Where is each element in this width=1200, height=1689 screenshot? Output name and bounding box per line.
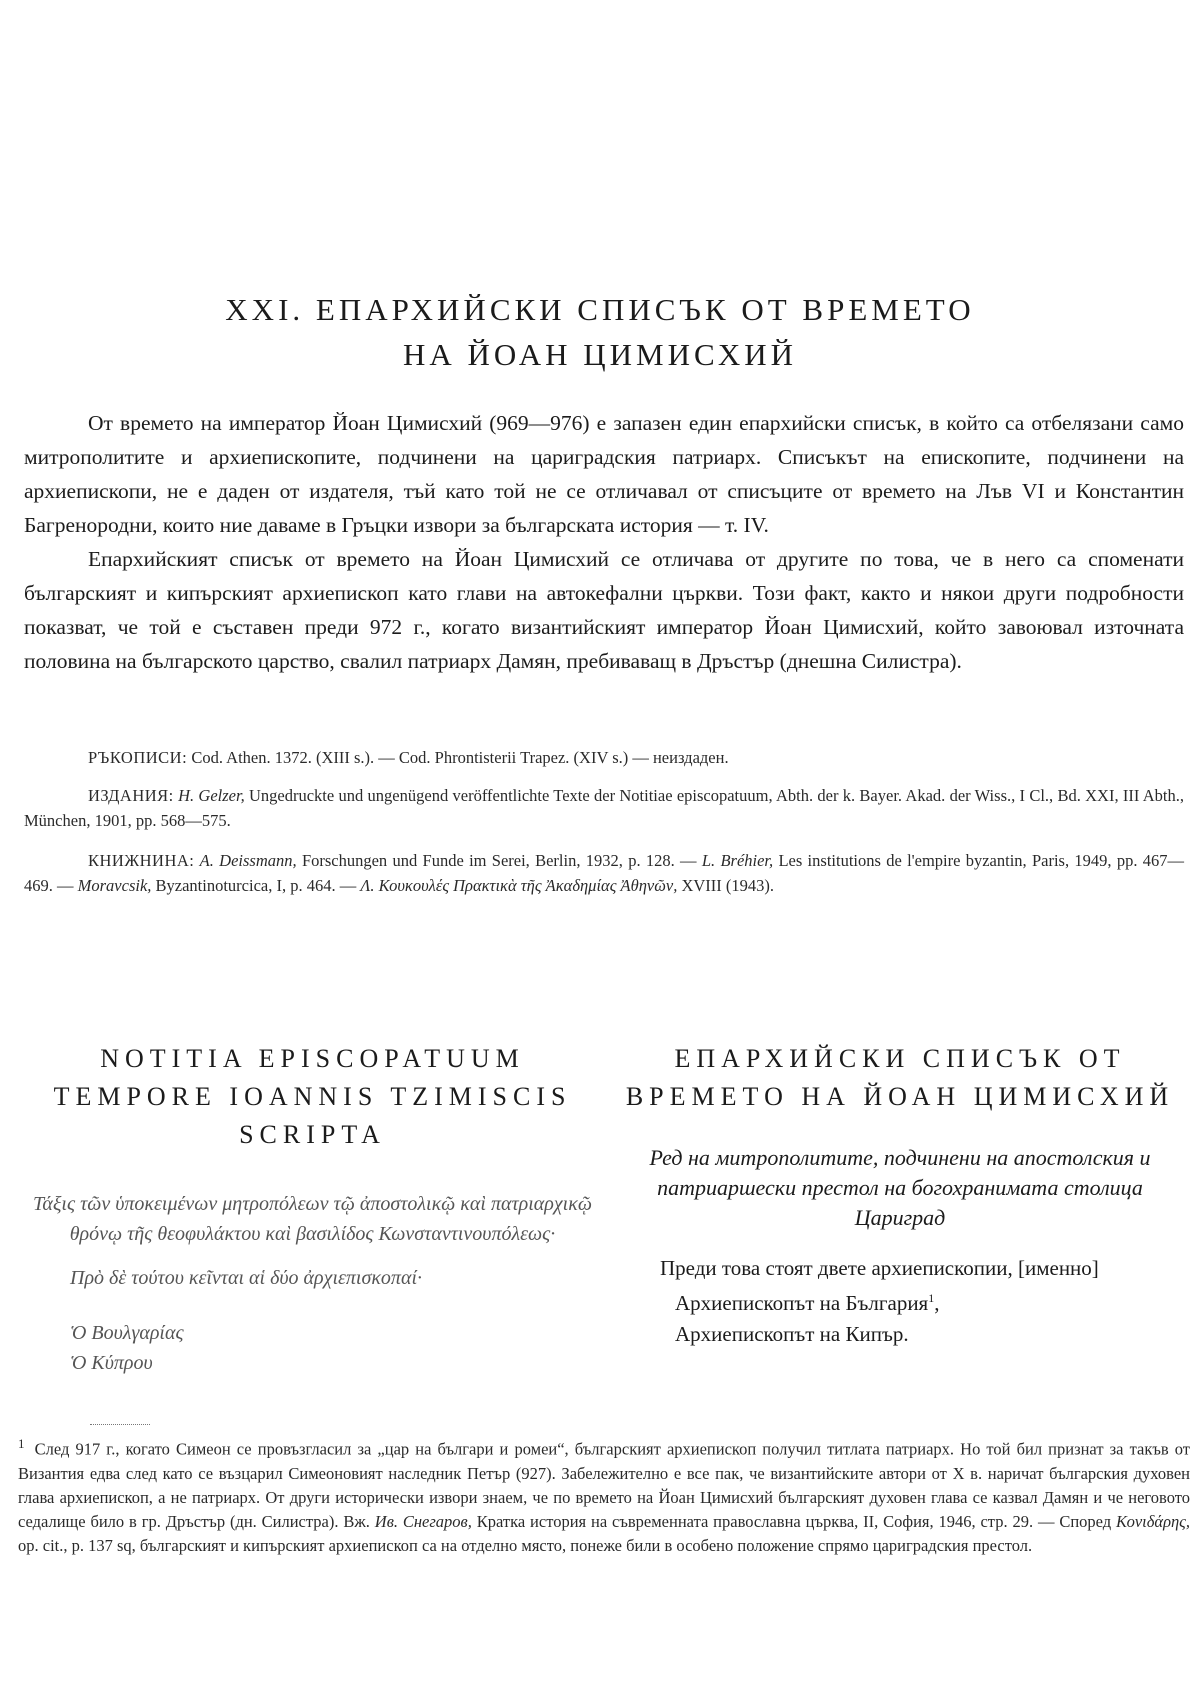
footnote-text-2: Кратка история на съвременната православна църква, II, София, 1946, стр. 29. — Според <box>476 1511 1112 1531</box>
chapter-title-line-1: XXI. ЕПАРХИЙСКИ СПИСЪК ОТ ВРЕМЕТО <box>225 292 975 327</box>
editions-text: Ungedruckte und ungenügend veröffentlichte Texte der Notitiae episcopatuum, Abth. der k. Bayer. Akad. der Wiss., I Cl., Bd. XXI, III Abth., München, 1901, pp. 568—575. <box>24 786 1184 830</box>
intro-paragraph-1: От времето на император Йоан Цимисхий (969—976) е запазен един епархийски списък, в който са отбелязани само митрополитите и архиепископите, подчинени на цариградския патриарх. Списъкът на епископите, подчинени на архиепископи, не е даден от издателя, тъй като той не се отличавал от списъците от времето на Лъв VI и Константин Багренородни, които ние даваме в Гръцки извори за българската история — т. IV. <box>24 411 1184 537</box>
greek-list <box>30 1318 595 1378</box>
footnote-separator <box>90 1424 150 1425</box>
footnote-author-2: Κονιδάρης, <box>1116 1511 1190 1531</box>
literature-text-1: Forschungen und Funde im Serei, Berlin, 1932, p. 128. — <box>301 851 697 870</box>
bulgarian-list-item: Архиепископът на Кипър. <box>675 1322 909 1346</box>
manuscripts-text: Cod. Athen. 1372. (XIII s.). — Cod. Phrontisterii Trapez. (XIV s.) — неиздаден. <box>191 748 729 767</box>
literature-author-1: A. Deissmann, <box>199 851 297 870</box>
footnote-text-1: След 917 г., когато Симеон се провъзгласил за „цар на българи и ромеи“, българският архиепископ получил титлата патриарх. Но той бил признат за такъв от Византия едва след като се възцарил Симеоновият наследник Петър (927). Забележително е все пак, че византийските автори от X в. наричат българския духовен глава архиепископ, а не патриарх. От други исторически извори знаем, че по времето на Йоан Цимисхий българският духовен глава се казвал Дамян и че неговото седалище било в гр. Дръстър (дн. Силистра). Вж. <box>18 1439 1191 1531</box>
greek-intro-line: Πρὸ δὲ τούτου κεῖνται αἱ δύο ἀρχιεπισκοπαί· <box>70 1267 423 1289</box>
footnote-number: 1 <box>18 1436 25 1451</box>
bibliography-manuscripts <box>24 745 1184 770</box>
introduction <box>24 406 1184 678</box>
latin-column-title: NOTITIA EPISCOPATUUM TEMPORE IOANNIS TZIMISCIS SCRIPTA <box>53 1044 572 1149</box>
footnote-text-3: op. cit., p. 137 sq, българският и кипърският архиепископ са на отделно място, понеже били в особено положение спрямо цариградския престол. <box>18 1535 1033 1555</box>
literature-label: КНИЖНИНА: <box>88 851 195 870</box>
footnote <box>18 1432 1190 1558</box>
list-item-punctuation: , <box>934 1291 940 1315</box>
bulgarian-intro-line: Преди това стоят двете архиепископии, [именно] <box>660 1256 1099 1280</box>
archbishop-bulgaria: Архиепископът на България <box>675 1291 929 1315</box>
footnote-author-1: Ив. Снегаров, <box>374 1511 472 1531</box>
greek-list-item: Ὁ Κύπρου <box>70 1352 153 1374</box>
editions-label: ИЗДАНИЯ: <box>88 786 174 805</box>
manuscripts-label: РЪКОПИСИ: <box>88 748 188 767</box>
greek-list-item: Ὁ Βουλγαρίας <box>70 1322 184 1344</box>
bulgarian-column-title: ЕПАРХИЙСКИ СПИСЪК ОТ ВРЕМЕТО НА ЙОАН ЦИМИСХИЙ <box>625 1044 1175 1111</box>
literature-author-4: Λ. Κουκουλές Πρακτικὰ τῆς Ἀκαδημίας Ἀθηνῶν, <box>360 876 678 895</box>
literature-text-2: Les institutions de l'empire byzantin, Paris, 1949, pp. 467—469. — <box>24 851 1184 895</box>
bulgarian-translation-column <box>620 1040 1180 1350</box>
bibliography-literature <box>24 848 1184 898</box>
greek-subtitle: Τάξις τῶν ὑποκειμένων μητροπόλεων τῷ ἀποστολικῷ καὶ πατριαρχικῷ θρόνῳ τῆς θεοφυλάκτου καὶ βασιλίδος Κωνσταντινουπόλεως· <box>33 1193 592 1245</box>
bulgarian-list-item <box>675 1283 1180 1319</box>
literature-text-3: Byzantinoturcica, I, p. 464. — <box>155 876 357 895</box>
chapter-title-line-2: НА ЙОАН ЦИМИСХИЙ <box>402 337 798 372</box>
literature-author-2: L. Bréhier, <box>701 851 774 870</box>
bibliography-editions <box>24 783 1184 833</box>
bulgarian-subtitle: Ред на митрополитите, подчинени на апостолския и патриаршески престол на богохранимата столица Цариград <box>649 1145 1151 1230</box>
intro-paragraph-2: Епархийският списък от времето на Йоан Цимисхий се отличава от другите по това, че в него са споменати българският и кипърският архиепископ като глави на автокефални църкви. Този факт, както и някои други подробности показват, че той е съставен преди 972 г., когато византийският император Йоан Цимисхий, който завоювал източната половина на българското царство, свалил патриарх Дамян, пребиваващ в Дръстър (днешна Силистра). <box>24 547 1184 673</box>
literature-text-4: XVIII (1943). <box>681 876 775 895</box>
editions-author: H. Gelzer, <box>178 786 245 805</box>
literature-author-3: Moravcsik, <box>77 876 152 895</box>
greek-text-column <box>30 1040 595 1378</box>
footnote-marker[interactable]: 1 <box>928 1291 935 1305</box>
